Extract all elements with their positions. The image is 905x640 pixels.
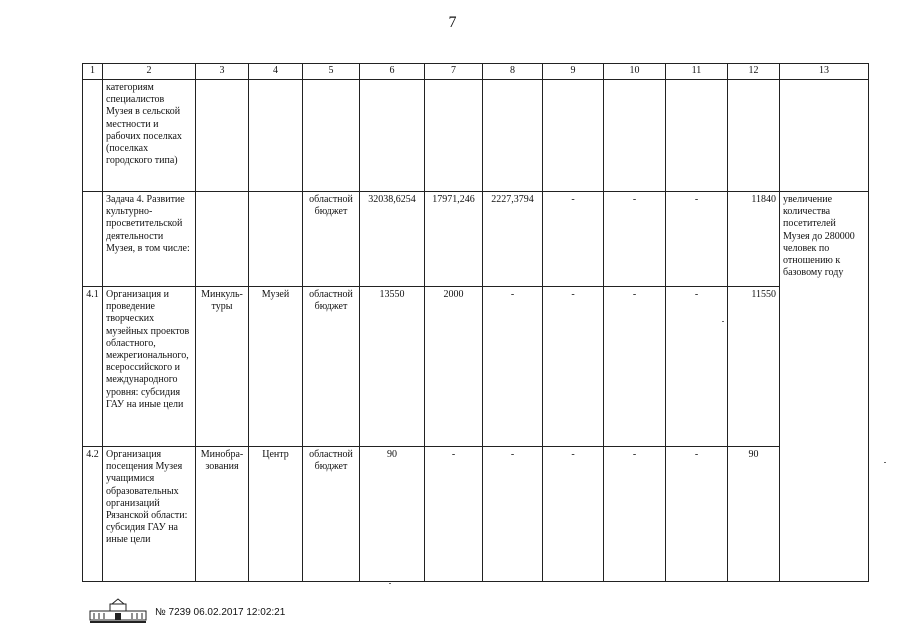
scan-speck — [884, 462, 886, 463]
table-cell — [196, 192, 249, 287]
table-cell: - — [604, 287, 666, 447]
table-cell: Музей — [249, 287, 303, 447]
table-row — [83, 447, 869, 582]
table-cell: Организация посещения Музея учащимися образовательных организаций Рязанской области: субсидия ГАУ на иные цели — [103, 447, 196, 582]
table-header-row — [83, 64, 869, 80]
budget-table — [82, 63, 869, 582]
table-cell: 13550 — [360, 287, 425, 447]
table-cell: 4.1 — [83, 287, 103, 447]
column-header: 6 — [360, 64, 425, 80]
table-cell: - — [666, 447, 728, 582]
table-cell — [604, 80, 666, 192]
column-header: 3 — [196, 64, 249, 80]
table-cell — [666, 80, 728, 192]
column-header: 11 — [666, 64, 728, 80]
column-header: 4 — [249, 64, 303, 80]
table-cell: 32038,6254 — [360, 192, 425, 287]
column-header: 8 — [483, 64, 543, 80]
column-header: 5 — [303, 64, 360, 80]
table-cell — [425, 80, 483, 192]
table-cell: 11840 — [728, 192, 780, 287]
table-cell — [483, 80, 543, 192]
table-cell: - — [604, 192, 666, 287]
table-cell-result: увеличение количества посетителей Музея до 280000 человек по отношению к базовому году — [780, 192, 869, 582]
table-cell: Минкуль-туры — [196, 287, 249, 447]
table-cell: - — [543, 287, 604, 447]
table-cell: - — [543, 447, 604, 582]
scan-speck — [722, 321, 724, 322]
building-logo-icon — [88, 598, 148, 624]
table-cell: - — [666, 192, 728, 287]
table-cell: областной бюджет — [303, 287, 360, 447]
table-row — [83, 287, 869, 447]
table-cell — [543, 80, 604, 192]
table-cell: - — [425, 447, 483, 582]
table-cell — [728, 80, 780, 192]
table-cell: 2227,3794 — [483, 192, 543, 287]
table-cell: Минобра-зования — [196, 447, 249, 582]
document-registration-stamp: № 7239 06.02.2017 12:02:21 — [155, 607, 286, 618]
page-number: 7 — [448, 14, 457, 31]
table-cell: Центр — [249, 447, 303, 582]
table-cell: - — [666, 287, 728, 447]
table-cell: областной бюджет — [303, 447, 360, 582]
table-cell — [303, 80, 360, 192]
table-cell: категориям специалистов Музея в сельской местности и рабочих поселках (поселках городского типа) — [103, 80, 196, 192]
table-cell — [249, 192, 303, 287]
table-cell — [780, 80, 869, 192]
table-cell: - — [543, 192, 604, 287]
table-row — [83, 80, 869, 192]
column-header: 1 — [83, 64, 103, 80]
table-cell: - — [483, 447, 543, 582]
table-cell: 2000 — [425, 287, 483, 447]
table-cell: 90 — [360, 447, 425, 582]
column-header: 2 — [103, 64, 196, 80]
scan-speck — [389, 583, 391, 584]
column-header: 13 — [780, 64, 869, 80]
column-header: 10 — [604, 64, 666, 80]
table-cell — [83, 80, 103, 192]
table-cell: - — [483, 287, 543, 447]
table-cell — [83, 192, 103, 287]
table-row — [83, 192, 869, 287]
table-cell — [196, 80, 249, 192]
table-cell: - — [604, 447, 666, 582]
table-cell: областной бюджет — [303, 192, 360, 287]
table-cell: 11550 — [728, 287, 780, 447]
column-header: 9 — [543, 64, 604, 80]
table-cell: 90 — [728, 447, 780, 582]
column-header: 12 — [728, 64, 780, 80]
column-header: 7 — [425, 64, 483, 80]
table-cell — [249, 80, 303, 192]
table-cell: 4.2 — [83, 447, 103, 582]
table-cell: Организация и проведение творческих музейных проектов областного, межрегионального, всероссийского и международного уровня: субсидия ГАУ на иные цели — [103, 287, 196, 447]
table-cell: 17971,246 — [425, 192, 483, 287]
table-cell: Задача 4. Развитие культурно-просветительской деятельности Музея, в том числе: — [103, 192, 196, 287]
table-cell — [360, 80, 425, 192]
